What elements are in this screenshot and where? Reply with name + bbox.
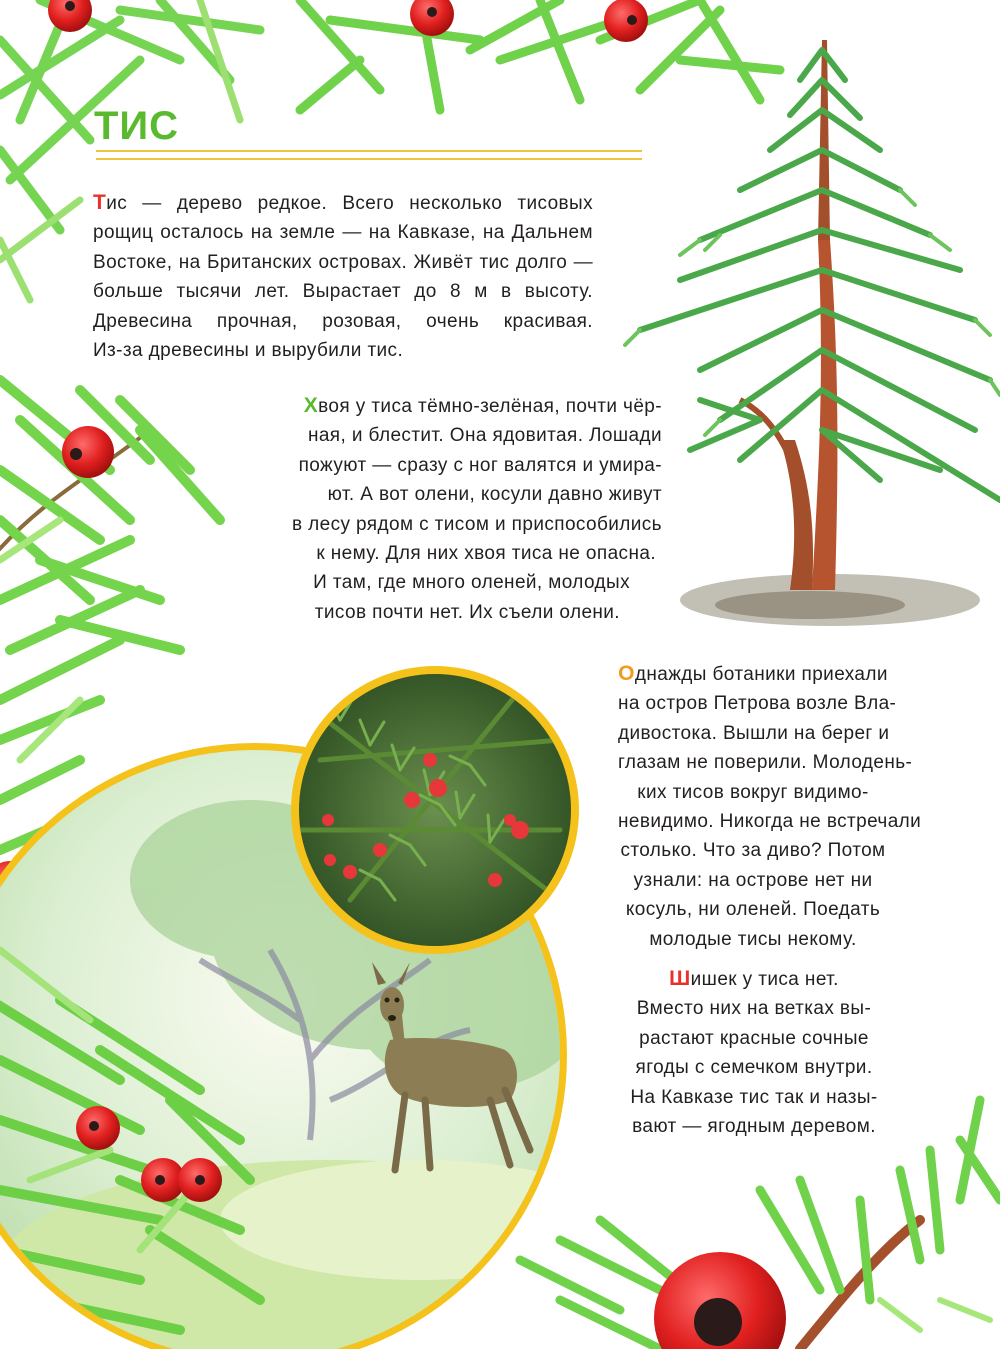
text-line: пожуют — сразу с ног валятся и умира- <box>298 454 662 476</box>
yew-branch-photo <box>291 666 579 954</box>
text-line: в лесу рядом с тисом и приспособились <box>291 513 662 535</box>
text-line: Вместо них на ветках вы- <box>636 998 872 1020</box>
paragraph-berries <box>620 964 888 1141</box>
text-line: рощиц осталось на земле — на Кавказе, на Дальнем <box>93 222 593 244</box>
yew-berry-icon <box>654 1252 786 1349</box>
page-title: ТИС <box>94 104 180 148</box>
text-line: косуль, ни оленей. Поедать <box>625 899 881 921</box>
text-line: растают красные сочные <box>639 1027 869 1049</box>
title-divider <box>96 150 642 160</box>
drop-cap: О <box>618 662 635 685</box>
text-line-content: ишек у тиса нет. <box>690 969 839 990</box>
text-line <box>226 391 662 421</box>
yew-branch-illustration <box>300 0 780 110</box>
drop-cap: Т <box>93 191 107 214</box>
text-line: Из-за древесины и вырубили тис. <box>93 340 404 362</box>
text-line: больше тысячи лет. Вырастает до 8 м в высоту. <box>93 281 593 303</box>
text-line: на остров Петрова возле Вла- <box>618 693 897 715</box>
text-line: На Кавказе тис так и назы- <box>630 1086 878 1108</box>
paragraph-petrov-island <box>618 659 922 954</box>
paragraph-needles <box>226 391 662 627</box>
text-line: столько. Что за диво? Потом <box>620 840 886 862</box>
text-line <box>93 188 593 218</box>
text-line: Древесина прочная, розовая, очень красивая. <box>93 310 593 332</box>
text-line: дивостока. Вышли на берег и <box>618 722 890 744</box>
yew-tree-illustration <box>625 40 1000 626</box>
text-line: И там, где много оленей, молодых <box>313 572 630 594</box>
text-line: узнали: на острове нет ни <box>633 869 873 891</box>
text-line <box>618 659 888 689</box>
text-line-content: воя у тиса тёмно-зелёная, почти чёр- <box>318 396 662 417</box>
paragraph-intro <box>93 188 593 365</box>
text-line: ная, и блестит. Она ядовитая. Лошади <box>307 425 662 447</box>
text-line: глазам не поверили. Молодень- <box>618 752 913 774</box>
drop-cap: Х <box>303 394 319 417</box>
text-line: тисов почти нет. Их съели олени. <box>314 601 620 623</box>
text-line: вают — ягодным деревом. <box>632 1116 876 1138</box>
text-line <box>620 964 888 994</box>
text-line: невидимо. Никогда не встречали <box>618 811 922 833</box>
text-line: к нему. Для них хвоя тиса не опасна. <box>316 543 656 565</box>
text-line-content: днажды ботаники приехали <box>634 664 888 685</box>
text-line: ют. А вот олени, косули давно живут <box>327 484 662 506</box>
text-line: Востоке, на Британских островах. Живёт тис долго — <box>93 251 593 273</box>
text-line: молодые тисы некому. <box>649 928 857 950</box>
text-line: ягоды с семечком внутри. <box>635 1057 873 1079</box>
text-line-content: ис — дерево редкое. Всего несколько тисовых <box>106 193 593 214</box>
text-line: ких тисов вокруг видимо- <box>637 781 869 803</box>
drop-cap: Ш <box>669 967 691 990</box>
